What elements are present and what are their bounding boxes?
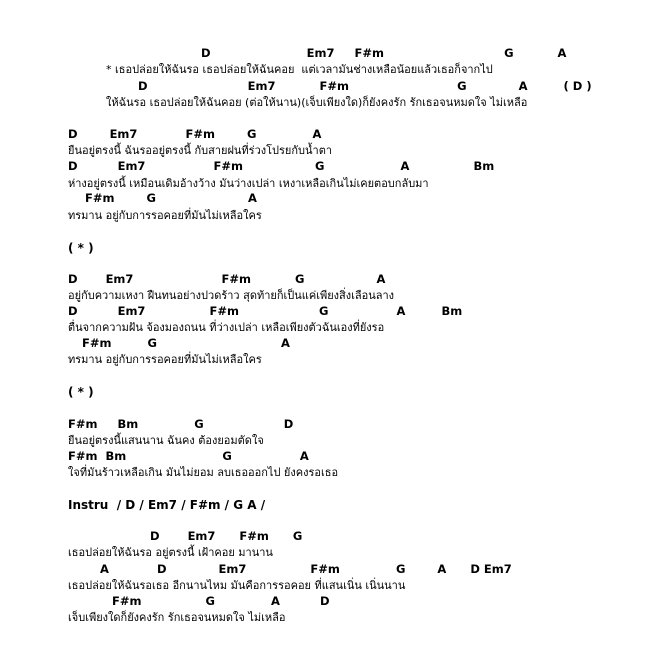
lyric-line: ทรมาน อยู่กับการรอคอยที่มันไม่เหลือใคร [68,209,262,222]
chord-line: D Em7 F#m G A Bm [68,304,463,318]
chorus-repeat-mark: ( * ) [68,241,94,255]
lyric-line: ยืนอยู่ตรงนี้ ฉันรออยู่ตรงนี้ กับสายฝนที่ร่วงโปรยกับน้ำตา [68,144,333,157]
chord-line: D Em7 F#m G A [201,46,567,60]
chord-line: F#m G A [85,191,257,205]
lyric-line: ตื่นจากความฝัน จ้องมองถนน ที่ว่างเปล่า เหลือเพียงตัวฉันเองที่ยังรอ [68,321,385,334]
chord-line: D Em7 F#m G A [68,272,386,286]
chord-line: F#m Bm G D [68,417,294,431]
chord-line: F#m Bm G A [68,449,309,463]
lyric-line: อยู่กับความเหงา ฝืนทนอย่างปวดร้าว สุดท้ายก็เป็นแค่เพียงสิ่งเลือนลาง [68,289,395,302]
chord-line: D Em7 F#m G A Bm [68,159,495,173]
lyric-line: ให้ฉันรอ เธอปล่อยให้ฉันคอย (ต่อให้นาน)(เจ็บเพียงใด)ก็ยังคงรัก รักเธอจนหมดใจ ไม่เหลือ [106,96,528,109]
lyric-line: * เธอปล่อยให้ฉันรอ เธอปล่อยให้ฉันคอย แต่เวลามันช่างเหลือน้อยแล้วเธอก็จากไป [106,63,493,76]
lyric-line: ยืนอยู่ตรงนี้แสนนาน ฉันคง ต้องยอมตัดใจ [68,434,264,447]
chord-line: D Em7 F#m G [150,529,303,543]
lyric-line: ใจที่มันร้าวเหลือเกิน มันไม่ยอม ลบเธอออกไป ยังคงรอเธอ [68,466,339,479]
chord-line: D Em7 F#m G A ( D ) [138,79,592,93]
instrumental-line: Instru / D / Em7 / F#m / G A / [68,498,266,512]
chorus-repeat-mark: ( * ) [68,385,94,399]
lyric-line: เธอปล่อยให้ฉันรอเธอ อีกนานไหม มันคือการรอคอย ที่แสนเนิ่น เนิ่นนาน [68,579,406,592]
lyric-line: เจ็บเพียงใดก็ยังคงรัก รักเธอจนหมดใจ ไม่เหลือ [68,611,286,624]
lyric-line: ห่างอยู่ตรงนี้ เหมือนเดิมอ้างว้าง มันว่างเปล่า เหงาเหลือเกินไม่เคยตอบกลับมา [68,177,429,190]
lyric-line: ทรมาน อยู่กับการรอคอยที่มันไม่เหลือใคร [68,353,262,366]
lyric-line: เธอปล่อยให้ฉันรอ อยู่ตรงนี้ เฝ้าคอย มานาน [68,546,273,559]
chord-line: D Em7 F#m G A [68,127,322,141]
chord-line: F#m G A D [112,594,330,608]
chord-line: F#m G A [82,336,290,350]
chord-line: A D Em7 F#m G A D Em7 [100,562,512,576]
